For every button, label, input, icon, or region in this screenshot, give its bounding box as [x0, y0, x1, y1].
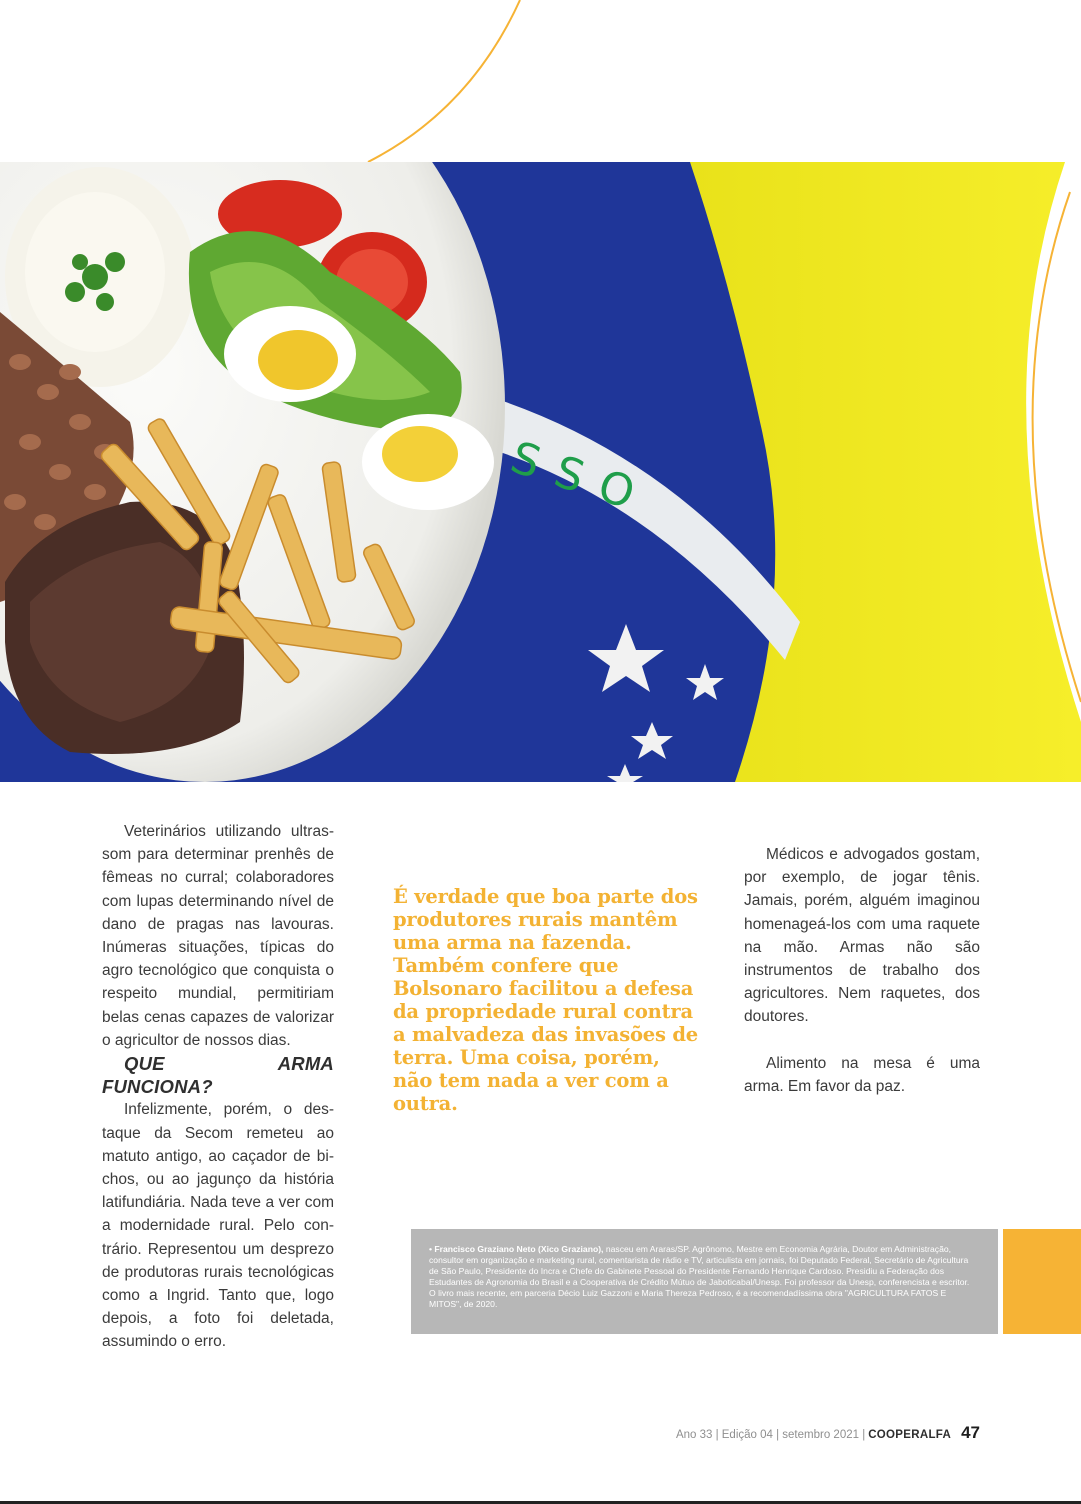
- food-on-flag-photo: [0, 162, 1081, 782]
- right-paragraph-1: Médicos e advogados gostam, por exemplo, de jogar tênis. Jamais, porém, alguém imaginou homenageá-los com uma raquete na mão. Armas não são instrumentos de trabalho dos agricultores. Nem raquetes, dos doutores.: [744, 846, 980, 1026]
- page-number: 47: [961, 1423, 980, 1442]
- bio-accent-block: [1003, 1229, 1081, 1334]
- author-bio: [429, 1244, 978, 1310]
- right-text-column: [744, 843, 980, 1098]
- page-footer: [676, 1423, 980, 1443]
- left-text-column: [102, 820, 334, 1354]
- left-paragraph-1: Veterinários utilizando ultrassom para determinar prenhês de fêmeas no curral; colaboradores com lupas determinando nível de dano de pragas nas lavouras. Inúmeras situações, típicas do agro tecnológico que conquista o respeito mundial, permitiriam belas cenas capazes de valorizar o agricultor de nossos dias.: [102, 823, 334, 1049]
- right-paragraph-2: Alimento na mesa é uma arma. Em favor da paz.: [744, 1054, 980, 1095]
- flag-band-letters: SSO: [504, 431, 658, 526]
- author-name: • Francisco Graziano Neto (Xico Graziano),: [429, 1244, 604, 1254]
- issue-info: Ano 33 | Edição 04 | setembro 2021 |: [675, 1429, 866, 1441]
- author-bio-box: [411, 1229, 998, 1334]
- author-bio-text: nasceu em Araras/SP. Agrônomo, Mestre em Economia Agrária, Doutor em Administração, consultor em organização e marketing rural, comentarista de rádio e TV, articulista em jornais, foi Deputado Federal, Secretário de Agricultura de São Paulo, Presidente do Incra e Chefe do Gabinete Pessoal do Presidente Fernando Henrique Cardoso. Presidiu a Federação dos Estudantes de Agronomia do Brasil e a Cooperativa de Crédito Mútuo de Jaboticabal/Unesp. Foi professor da Unesp, conferencista e escritor. O livro mais recente, em parceria Décio Luiz Gazzoni e Maria Thereza Pedroso, é a recomendadíssima obra "AGRICULTURA FATOS E MITOS", de 2020.: [429, 1244, 970, 1309]
- left-paragraph-2: Infelizmente, porém, o destaque da Secom remeteu ao matuto antigo, ao caçador de bichos, ou ao jagunço da história latifundiária. Nada teve a ver com a modernidade rural. Pelo contrário. Representou um desprezo de produtoras rurais tecnológicas como a Ingrid. Tanto que, logo depois, a foto foi deletada, assumindo o erro.: [102, 1101, 334, 1351]
- pull-quote: É verdade que boa parte dos produtores rurais mantêm uma arma na fazenda. Também confere que Bolsonaro facilitou a defesa da propriedade rural contra a malvadeza das invasões de terra. Uma coisa, porém, não tem nada a ver com a outra.: [393, 885, 698, 1115]
- section-subhead: QUE ARMA FUNCIONA?: [102, 1053, 334, 1098]
- magazine-brand: COOPERALFA: [868, 1429, 952, 1441]
